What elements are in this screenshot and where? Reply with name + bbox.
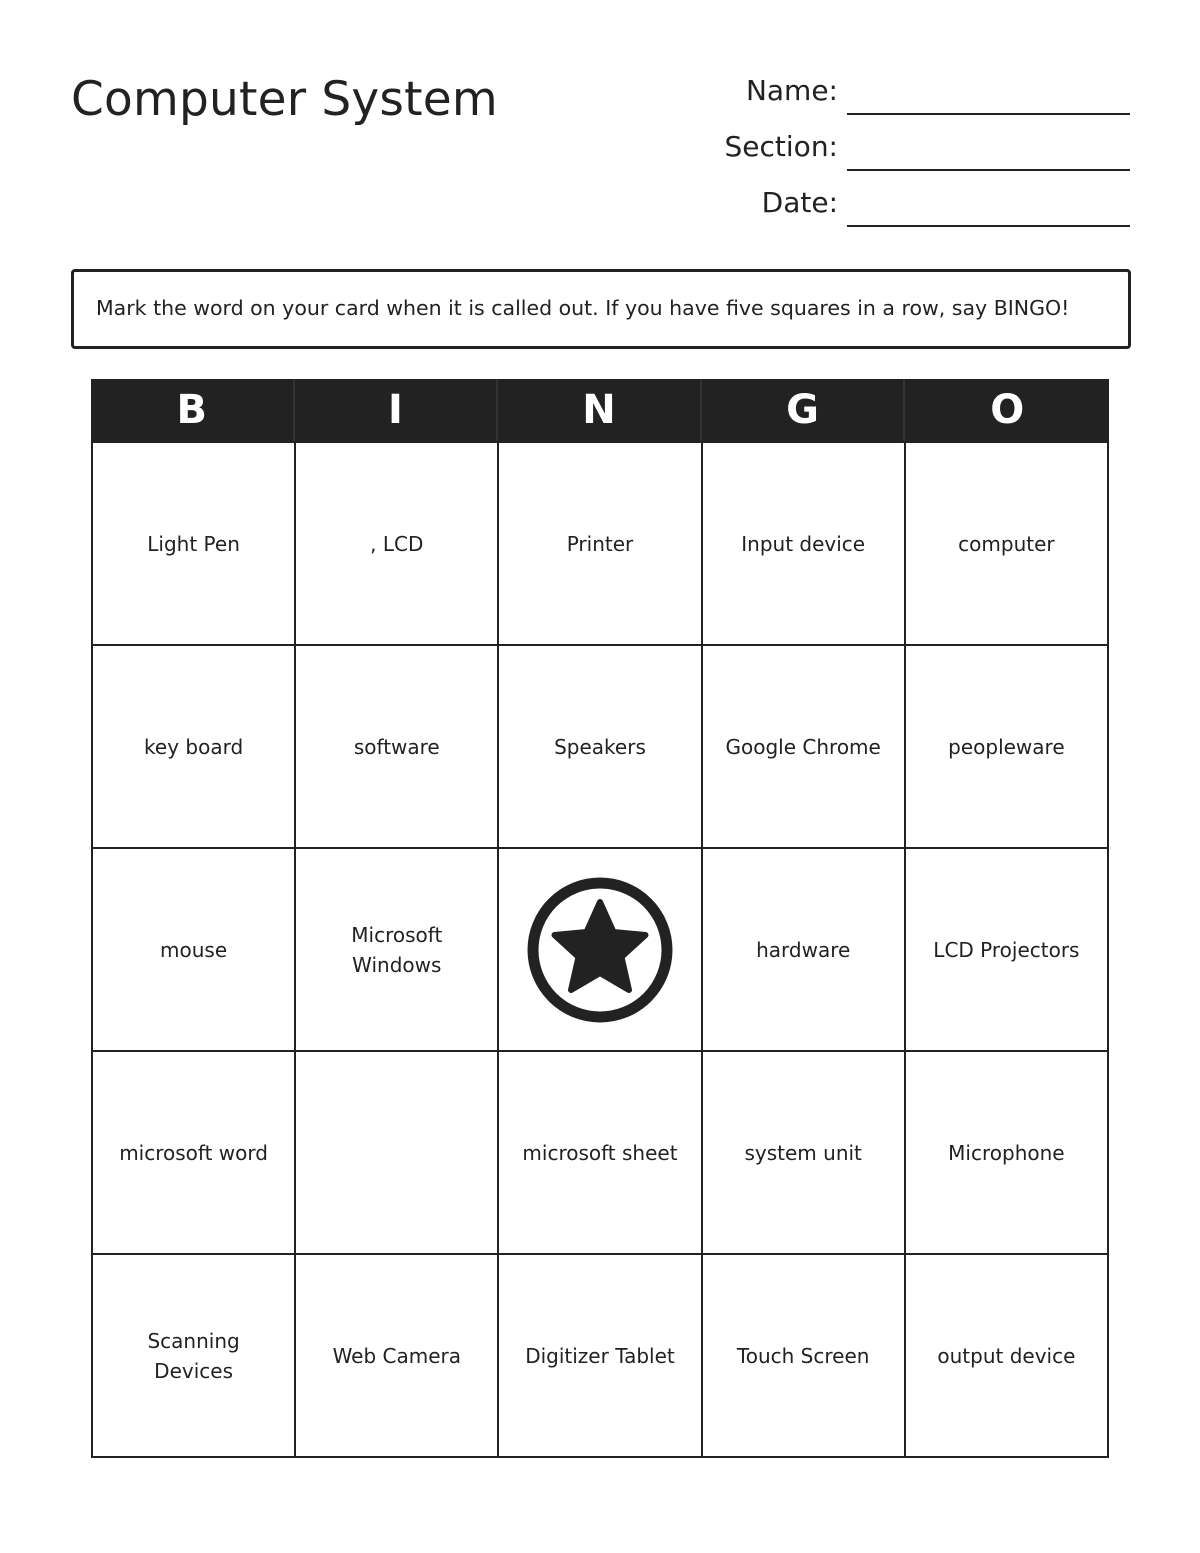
bingo-cell[interactable]: Touch Screen xyxy=(703,1255,906,1458)
bingo-cell[interactable] xyxy=(296,1052,499,1255)
date-field xyxy=(690,186,1130,242)
name-blank-line[interactable] xyxy=(847,113,1130,115)
bingo-cell[interactable]: Light Pen xyxy=(93,443,296,646)
bingo-cell[interactable]: , LCD xyxy=(296,443,499,646)
bingo-grid xyxy=(91,441,1109,1458)
section-label: Section: xyxy=(724,130,838,163)
instructions-box xyxy=(71,269,1131,349)
bingo-cell[interactable]: Input device xyxy=(703,443,906,646)
bingo-cell[interactable]: Digitizer Tablet xyxy=(499,1255,702,1458)
bingo-cell[interactable]: output device xyxy=(906,1255,1109,1458)
bingo-cell[interactable]: Printer xyxy=(499,443,702,646)
header-letter-i: I xyxy=(295,379,499,441)
bingo-cell[interactable]: Web Camera xyxy=(296,1255,499,1458)
header-letter-g: G xyxy=(702,379,906,441)
bingo-cell[interactable]: peopleware xyxy=(906,646,1109,849)
star-circle-icon xyxy=(525,875,675,1025)
name-label: Name: xyxy=(745,74,838,107)
section-blank-line[interactable] xyxy=(847,169,1130,171)
bingo-cell[interactable]: Microphone xyxy=(906,1052,1109,1255)
bingo-cell[interactable]: LCD Projectors xyxy=(906,849,1109,1052)
bingo-cell[interactable]: computer xyxy=(906,443,1109,646)
page-title: Computer System xyxy=(71,72,498,127)
bingo-cell[interactable]: hardware xyxy=(703,849,906,1052)
header-letter-o: O xyxy=(990,387,1025,433)
student-info-fields xyxy=(690,74,1130,242)
instructions-text: Mark the word on your card when it is called out. If you have five squares in a row, say BINGO! xyxy=(96,296,1070,320)
bingo-header-row xyxy=(91,379,1109,441)
section-field xyxy=(690,130,1130,186)
name-field xyxy=(690,74,1130,130)
bingo-cell[interactable]: software xyxy=(296,646,499,849)
bingo-board xyxy=(91,379,1109,1458)
bingo-cell[interactable]: mouse xyxy=(93,849,296,1052)
bingo-cell[interactable]: Speakers xyxy=(499,646,702,849)
bingo-cell[interactable]: system unit xyxy=(703,1052,906,1255)
bingo-cell[interactable]: key board xyxy=(93,646,296,849)
bingo-cell[interactable]: Microsoft Windows xyxy=(296,849,499,1052)
header-letter-n: N xyxy=(498,379,702,441)
bingo-cell[interactable]: Google Chrome xyxy=(703,646,906,849)
bingo-cell[interactable]: Scanning Devices xyxy=(93,1255,296,1458)
date-blank-line[interactable] xyxy=(847,225,1130,227)
bingo-cell[interactable]: microsoft sheet xyxy=(499,1052,702,1255)
header-letter-b: B xyxy=(91,379,295,441)
bingo-cell[interactable]: microsoft word xyxy=(93,1052,296,1255)
free-space-cell[interactable] xyxy=(499,849,702,1052)
date-label: Date: xyxy=(761,186,838,219)
